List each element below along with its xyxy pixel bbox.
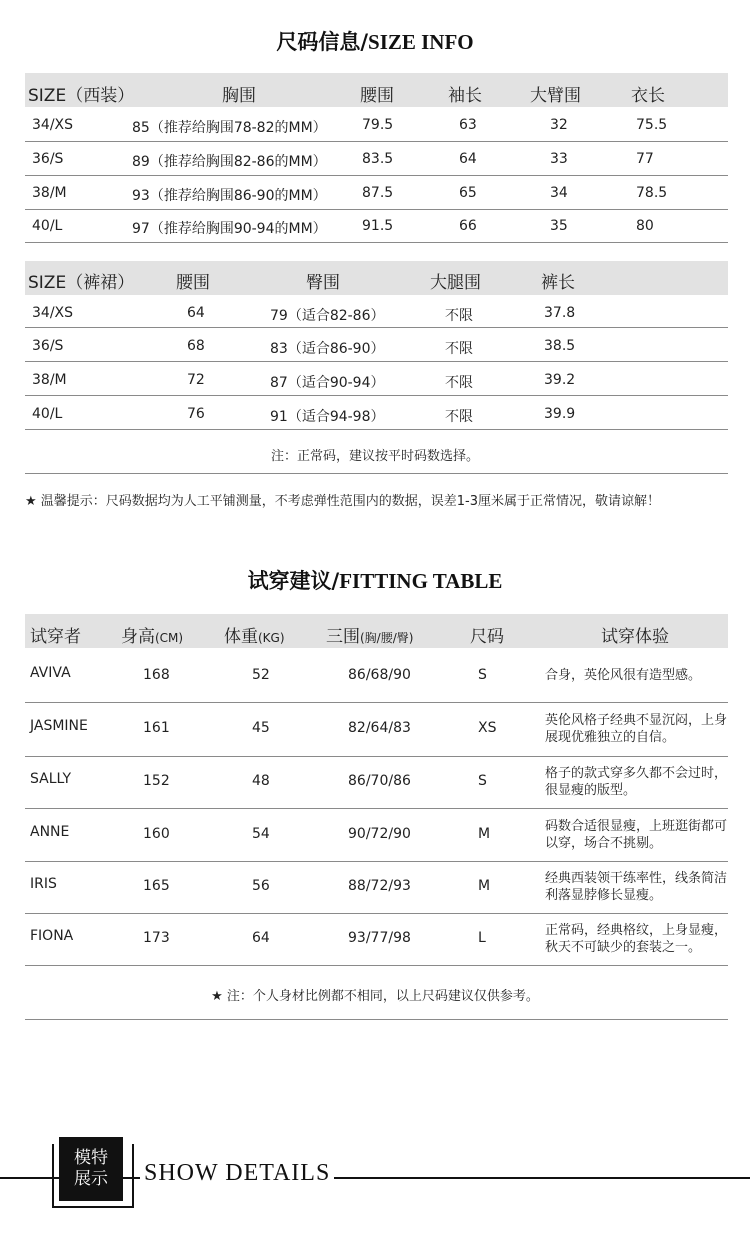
suit-cell: 80 [636,218,654,234]
fitting-cell-size: S [478,666,487,683]
fit-header-weight-label: 体重 [224,627,258,647]
show-details-title: SHOW DETAILS [140,1160,334,1187]
fitting-cell-weight: 52 [252,666,270,683]
suit-cell: 38/M [32,185,67,201]
fitting-experience: 经典西装领干练率性，线条简洁利落显脖修长显瘦。 [545,871,728,903]
fitting-cell-name: JASMINE [30,718,88,734]
skirt-cell: 36/S [32,338,64,354]
fitting-cell-size: XS [478,720,497,736]
suit-cell: 40/L [32,218,63,234]
fitting-experience: 英伦风格子经典不显沉闷，上身展现优雅独立的自信。 [545,713,728,745]
suit-cell: 93（推荐给胸围86-90的MM） [132,188,327,204]
fitting-title-cn: 试穿建议/ [247,569,340,593]
fitting-cell-name: SALLY [30,771,72,787]
fitting-cell-weight: 64 [252,930,270,946]
fit-header-experience: 试穿体验 [601,627,669,647]
fitting-cell-measure: 93/77/98 [348,930,411,946]
fitting-cell-size: M [478,878,491,894]
suit-cell: 66 [459,218,477,234]
row-divider [25,395,728,396]
suit-cell: 33 [550,151,568,167]
suit-cell: 91.5 [362,218,394,234]
suit-cell: 65 [459,185,477,201]
skirt-header-cell: 裤长 [541,273,575,293]
fit-header-measure [326,622,413,647]
suit-header-cell: 衣长 [631,86,665,106]
skirt-cell: 37.8 [544,305,576,321]
suit-cell: 77 [636,151,654,167]
skirt-header-cell: SIZE（裤裙） [28,273,135,293]
skirt-header-cell: 臀围 [306,273,340,293]
fitting-experience: 正常码，经典格纹，上身显瘦，秋天不可缺少的套装之一。 [545,923,728,955]
skirt-cell: 38.5 [544,338,576,354]
skirt-cell: 76 [187,406,205,422]
fitting-cell-measure: 88/72/93 [348,878,411,894]
fitting-cell-measure: 82/64/83 [348,720,411,736]
suit-cell: 35 [550,218,568,234]
row-divider [25,965,728,966]
suit-cell: 85（推荐给胸围78-82的MM） [132,120,327,136]
suit-cell: 79.5 [362,117,394,133]
fit-header-height-unit: (CM) [155,631,184,645]
fit-header-size: 尺码 [470,627,504,647]
suit-cell: 89（推荐给胸围82-86的MM） [132,154,327,170]
fitting-cell-weight: 56 [252,878,270,894]
skirt-cell: 不限 [445,308,473,324]
row-divider [25,861,728,862]
suit-cell: 34/XS [32,117,74,133]
model-show-badge [59,1137,123,1201]
row-divider [25,429,728,430]
suit-cell: 78.5 [636,185,668,201]
fitting-cell-name: ANNE [30,823,70,840]
fitting-cell-size: S [478,773,487,789]
fit-header-measure-label: 三围 [326,627,360,647]
suit-header-cell: 大臂围 [530,86,581,106]
row-divider [25,808,728,809]
suit-cell: 97（推荐给胸围90-94的MM） [132,221,327,237]
badge-line2: 展示 [74,1169,108,1189]
fitting-cell-size: M [478,825,491,842]
skirt-header-cell: 大腿围 [430,273,481,293]
skirt-cell: 68 [187,338,205,354]
suit-header-cell: 胸围 [222,86,256,106]
skirt-cell: 不限 [445,341,473,357]
row-divider [25,756,728,757]
divider [25,1019,728,1020]
fit-header-measure-unit: (胸/腰/臀) [360,631,414,645]
fitting-title-en: FITTING TABLE [339,569,503,593]
fit-header-tester: 试穿者 [30,627,81,647]
suit-cell: 83.5 [362,151,394,167]
suit-cell: 87.5 [362,185,394,201]
skirt-cell: 不限 [445,375,473,391]
suit-header-cell: 腰围 [360,86,394,106]
skirt-cell: 39.2 [544,372,576,388]
row-divider [25,141,728,142]
skirt-cell: 38/M [32,372,67,388]
skirt-header-cell: 腰围 [176,273,210,293]
row-divider [25,242,728,243]
suit-cell: 34 [550,185,568,201]
fitting-cell-size: L [478,930,486,946]
skirt-cell: 64 [187,305,205,321]
fitting-cell-weight: 48 [252,773,270,789]
fitting-cell-height: 165 [143,878,170,894]
badge-line1: 模特 [74,1148,108,1168]
fitting-cell-height: 173 [143,930,170,946]
fitting-cell-height: 168 [143,666,170,683]
skirt-cell: 39.9 [544,406,576,422]
fitting-cell-height: 160 [143,825,170,842]
suit-header-cell: SIZE（西装） [28,86,135,106]
fit-header-weight [224,622,285,647]
fit-header-height-label: 身高 [121,627,155,647]
fitting-experience: 码数合适很显瘦，上班逛街都可以穿，场合不挑剔。 [545,818,728,851]
suit-cell: 75.5 [636,117,668,133]
skirt-cell: 79（适合82-86） [270,308,385,324]
size-info-title-cn: 尺码信息/ [276,30,369,54]
skirt-cell: 83（适合86-90） [270,341,385,357]
fit-header-height [121,622,183,647]
fitting-cell-height: 161 [143,720,170,736]
suit-cell: 64 [459,151,477,167]
fitting-cell-weight: 45 [252,720,270,736]
fitting-note: ★ 注：个人身材比例都不相同，以上尺码建议仅供参考。 [211,989,539,1004]
fitting-cell-measure: 86/68/90 [348,666,411,683]
fitting-cell-name: AVIVA [30,664,71,681]
fitting-cell-name: IRIS [30,876,57,892]
skirt-cell: 87（适合90-94） [270,375,385,391]
divider [25,473,728,474]
suit-header-cell: 袖长 [448,86,482,106]
size-info-title [0,26,750,56]
row-divider [25,327,728,328]
skirt-cell: 72 [187,372,205,388]
skirt-cell: 不限 [445,409,473,425]
suit-cell: 63 [459,117,477,133]
suit-cell: 36/S [32,151,64,167]
row-divider [25,209,728,210]
fitting-experience: 格子的款式穿多久都不会过时，很显瘦的版型。 [545,766,728,798]
fitting-title [0,565,750,595]
row-divider [25,702,728,703]
skirt-cell: 40/L [32,406,63,422]
measurement-tip: ★ 温馨提示：尺码数据均为人工平铺测量，不考虑弹性范围内的数据，误差1-3厘米属于正常情况，敬请谅解！ [25,494,661,509]
skirt-cell: 91（适合94-98） [270,409,385,425]
size-note: 注：正常码，建议按平时码数选择。 [270,449,479,464]
fitting-cell-weight: 54 [252,825,270,842]
fitting-cell-height: 152 [143,773,170,789]
skirt-cell: 34/XS [32,305,74,321]
fitting-experience: 合身，英伦风很有造型感。 [545,668,702,683]
row-divider [25,175,728,176]
suit-cell: 32 [550,117,568,133]
row-divider [25,361,728,362]
fitting-cell-name: FIONA [30,928,74,944]
fitting-cell-measure: 90/72/90 [348,825,411,842]
fit-header-weight-unit: (KG) [258,631,285,645]
row-divider [25,913,728,914]
fitting-cell-measure: 86/70/86 [348,773,411,789]
size-info-title-en: SIZE INFO [368,30,474,54]
